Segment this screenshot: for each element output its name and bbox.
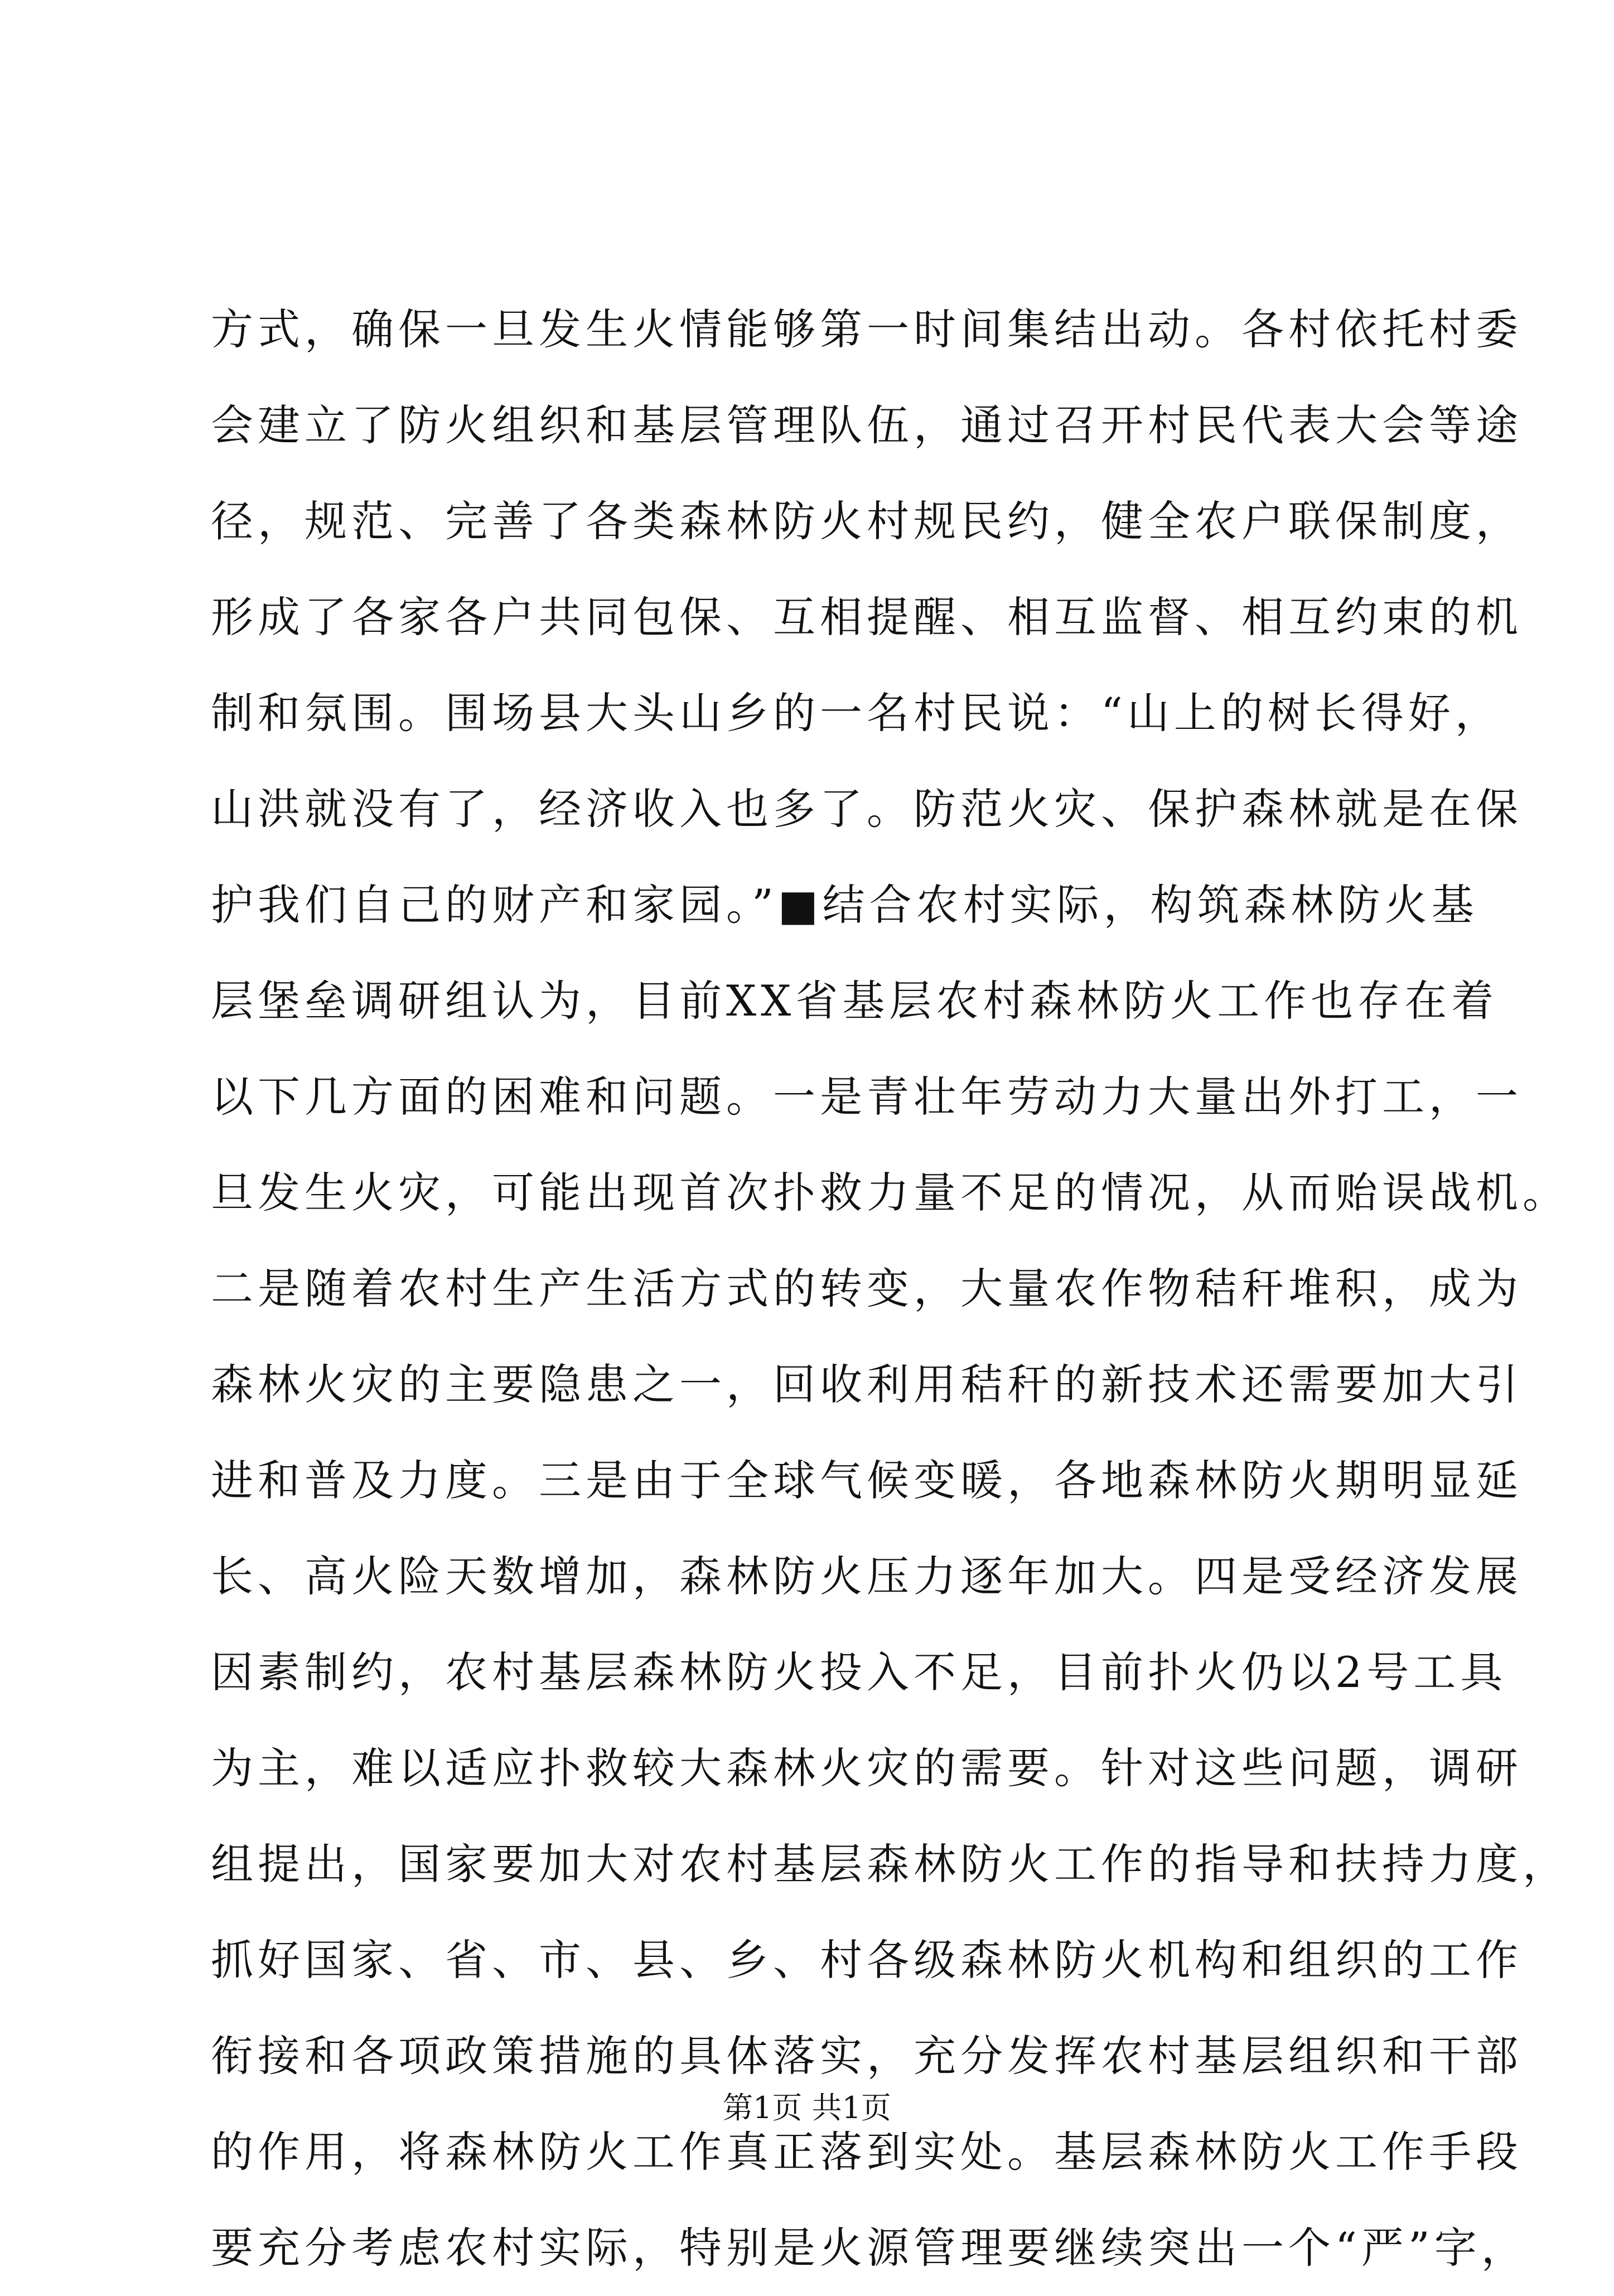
text-line: 长、高火险天数增加，森林防火压力逐年加大。四是受经济发展 <box>211 1551 1523 1601</box>
text-line: 形成了各家各户共同包保、互相提醒、相互监督、相互约束的机 <box>211 592 1523 642</box>
text-line: 径，规范、完善了各类森林防火村规民约，健全农户联保制度， <box>211 496 1523 546</box>
text-line: 旦发生火灾，可能出现首次扑救力量不足的情况，从而贻误战机。 <box>211 1168 1569 1217</box>
text-line: 衔接和各项政策措施的具体落实，充分发挥农村基层组织和干部 <box>211 2031 1523 2081</box>
text-line: 为主，难以适应扑救较大森林火灾的需要。针对这些问题，调研 <box>211 1743 1523 1793</box>
text-line: 山洪就没有了，经济收入也多了。防范火灾、保护森林就是在保 <box>211 784 1523 834</box>
text-line: 因素制约，农村基层森林防火投入不足，目前扑火仍以2号工具 <box>211 1647 1507 1697</box>
text-line: 护我们自己的财产和家园。”■结合农村实际，构筑森林防火基 <box>211 880 1478 930</box>
text-line: 制和氛围。围场县大头山乡的一名村民说：“山上的树长得好， <box>211 688 1502 738</box>
text-line: 二是随着农村生产生活方式的转变，大量农作物秸秆堆积，成为 <box>211 1264 1523 1313</box>
text-line: 进和普及力度。三是由于全球气候变暖，各地森林防火期明显延 <box>211 1456 1523 1505</box>
text-line: 抓好国家、省、市、县、乡、村各级森林防火机构和组织的工作 <box>211 1935 1523 1985</box>
text-line: 的作用，将森林防火工作真正落到实处。基层森林防火工作手段 <box>211 2127 1523 2177</box>
text-line: 森林火灾的主要隐患之一，回收利用秸秆的新技术还需要加大引 <box>211 1360 1523 1409</box>
page-footer: 第1页 共1页 <box>723 2090 891 2125</box>
body-text <box>211 282 1569 2296</box>
text-line: 层堡垒调研组认为，目前XX省基层农村森林防火工作也存在着 <box>211 976 1499 1026</box>
text-line: 组提出，国家要加大对农村基层森林防火工作的指导和扶持力度， <box>211 1839 1569 1889</box>
text-line: 要充分考虑农村实际，特别是火源管理要继续突出一个“严”字， <box>211 2223 1528 2273</box>
text-line: 方式，确保一旦发生火情能够第一时间集结出动。各村依托村委 <box>211 304 1523 354</box>
text-line: 以下几方面的困难和问题。一是青壮年劳动力大量出外打工，一 <box>211 1072 1523 1122</box>
text-line: 会建立了防火组织和基层管理队伍，通过召开村民代表大会等途 <box>211 400 1523 450</box>
